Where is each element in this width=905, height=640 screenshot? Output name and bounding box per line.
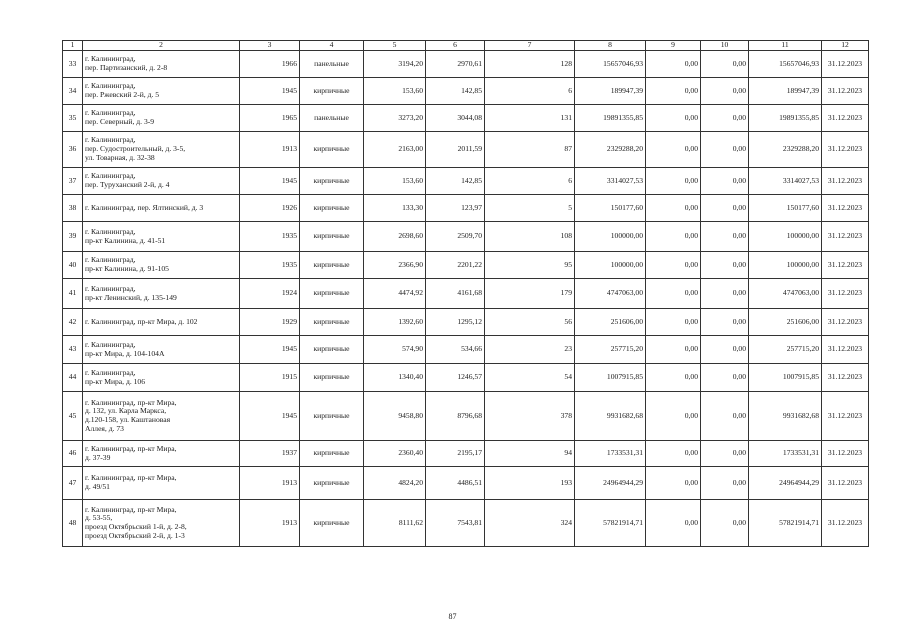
address-line: г. Калининград, (85, 339, 136, 349)
value-cell: 108 (485, 222, 575, 252)
col-header: 3 (240, 41, 300, 51)
address-line: пр-кт Мира, д. 104-104А (85, 348, 165, 358)
table-row (63, 364, 869, 392)
value-cell: 0,00 (646, 78, 701, 105)
value-cell: 4824,20 (364, 467, 426, 500)
year-cell: 1945 (240, 336, 300, 364)
col-header: 11 (749, 41, 822, 51)
value-cell: 142,85 (426, 78, 485, 105)
address-line: г. Калининград, пр-кт Мира, (85, 397, 177, 407)
value-cell: 0,00 (701, 441, 749, 467)
wall-material-cell: кирпичные (300, 309, 364, 336)
row-number-cell: 40 (63, 252, 83, 279)
address-line: д. 132, ул. Карла Маркса, (85, 406, 167, 416)
value-cell: 8111,62 (364, 500, 426, 547)
wall-material-cell: кирпичные (300, 195, 364, 222)
date-cell: 31.12.2023 (822, 441, 869, 467)
wall-material-cell: кирпичные (300, 364, 364, 392)
value-cell: 54 (485, 364, 575, 392)
date-cell: 31.12.2023 (822, 132, 869, 168)
value-cell: 100000,00 (575, 222, 646, 252)
value-cell: 8796,68 (426, 392, 485, 441)
year-cell: 1913 (240, 132, 300, 168)
address-cell (83, 252, 240, 279)
value-cell: 257715,20 (749, 336, 822, 364)
date-cell: 31.12.2023 (822, 309, 869, 336)
value-cell: 0,00 (701, 51, 749, 78)
value-cell: 0,00 (646, 195, 701, 222)
year-cell: 1913 (240, 500, 300, 547)
col-header: 7 (485, 41, 575, 51)
wall-material-cell: кирпичные (300, 222, 364, 252)
wall-material-cell: кирпичные (300, 252, 364, 279)
value-cell: 0,00 (646, 105, 701, 132)
address-line: г. Калининград, (85, 135, 136, 145)
table-row (63, 309, 869, 336)
value-cell: 0,00 (701, 392, 749, 441)
value-cell: 0,00 (646, 309, 701, 336)
value-cell: 0,00 (701, 222, 749, 252)
wall-material-cell: кирпичные (300, 78, 364, 105)
value-cell: 2970,61 (426, 51, 485, 78)
value-cell: 2366,90 (364, 252, 426, 279)
value-cell: 123,97 (426, 195, 485, 222)
row-number-cell: 39 (63, 222, 83, 252)
year-cell: 1935 (240, 252, 300, 279)
value-cell: 534,66 (426, 336, 485, 364)
value-cell: 574,90 (364, 336, 426, 364)
value-cell: 24964944,29 (749, 467, 822, 500)
value-cell: 150177,60 (575, 195, 646, 222)
value-cell: 15657046,93 (749, 51, 822, 78)
value-cell: 4474,92 (364, 279, 426, 309)
col-header: 2 (83, 41, 240, 51)
row-number-cell: 33 (63, 51, 83, 78)
value-cell: 3314027,53 (749, 168, 822, 195)
wall-material-cell: кирпичные (300, 500, 364, 547)
value-cell: 95 (485, 252, 575, 279)
wall-material-cell: кирпичные (300, 467, 364, 500)
date-cell: 31.12.2023 (822, 336, 869, 364)
col-header: 12 (822, 41, 869, 51)
table-row (63, 392, 869, 441)
year-cell: 1937 (240, 441, 300, 467)
address-cell (83, 78, 240, 105)
value-cell: 2509,70 (426, 222, 485, 252)
value-cell: 0,00 (646, 252, 701, 279)
address-line: г. Калининград, пер. Ялтинский, д. 3 (85, 202, 204, 212)
value-cell: 1733531,31 (749, 441, 822, 467)
table-row (63, 252, 869, 279)
address-cell (83, 279, 240, 309)
table-row (63, 78, 869, 105)
address-cell (83, 51, 240, 78)
value-cell: 0,00 (646, 364, 701, 392)
wall-material-cell: кирпичные (300, 441, 364, 467)
value-cell: 15657046,93 (575, 51, 646, 78)
date-cell: 31.12.2023 (822, 51, 869, 78)
address-line: г. Калининград, (85, 283, 136, 293)
value-cell: 1733531,31 (575, 441, 646, 467)
address-line: г. Калининград, пр-кт Мира, (85, 473, 177, 483)
date-cell: 31.12.2023 (822, 364, 869, 392)
row-number-cell: 46 (63, 441, 83, 467)
address-line: д.120-158, ул. Каштановая (85, 415, 171, 424)
col-header: 5 (364, 41, 426, 51)
value-cell: 1392,60 (364, 309, 426, 336)
column-number-row (63, 41, 869, 51)
row-number-cell: 36 (63, 132, 83, 168)
address-line: пер. Северный, д. 3-9 (85, 117, 155, 126)
address-line: пр-кт Калинина, д. 91-105 (85, 264, 169, 273)
value-cell: 3194,20 (364, 51, 426, 78)
wall-material-cell: кирпичные (300, 279, 364, 309)
date-cell: 31.12.2023 (822, 467, 869, 500)
value-cell: 2011,59 (426, 132, 485, 168)
value-cell: 5 (485, 195, 575, 222)
address-line: г. Калининград, (85, 367, 136, 377)
address-line: пер. Ржевский 2-й, д. 5 (85, 90, 160, 99)
year-cell: 1935 (240, 222, 300, 252)
address-line: пер. Туруханский 2-й, д. 4 (85, 180, 170, 189)
value-cell: 19891355,85 (749, 105, 822, 132)
row-number-cell: 47 (63, 467, 83, 500)
table-row (63, 51, 869, 78)
value-cell: 2329288,20 (575, 132, 646, 168)
address-line: пр-кт Ленинский, д. 135-149 (85, 292, 177, 302)
value-cell: 153,60 (364, 168, 426, 195)
value-cell: 153,60 (364, 78, 426, 105)
value-cell: 0,00 (646, 500, 701, 547)
year-cell: 1945 (240, 168, 300, 195)
year-cell: 1913 (240, 467, 300, 500)
value-cell: 189947,39 (749, 78, 822, 105)
value-cell: 0,00 (646, 222, 701, 252)
value-cell: 3044,08 (426, 105, 485, 132)
row-number-cell: 34 (63, 78, 83, 105)
value-cell: 57821914,71 (749, 500, 822, 547)
table-row (63, 279, 869, 309)
value-cell: 324 (485, 500, 575, 547)
col-header: 6 (426, 41, 485, 51)
value-cell: 6 (485, 168, 575, 195)
table-row (63, 500, 869, 547)
wall-material-cell: кирпичные (300, 336, 364, 364)
address-cell (83, 467, 240, 500)
value-cell: 0,00 (646, 467, 701, 500)
address-cell (83, 195, 240, 222)
value-cell: 24964944,29 (575, 467, 646, 500)
value-cell: 4747063,00 (749, 279, 822, 309)
address-cell (83, 132, 240, 168)
row-number-cell: 38 (63, 195, 83, 222)
address-cell (83, 392, 240, 441)
value-cell: 0,00 (646, 51, 701, 78)
value-cell: 6 (485, 78, 575, 105)
value-cell: 0,00 (701, 500, 749, 547)
address-cell (83, 309, 240, 336)
date-cell: 31.12.2023 (822, 168, 869, 195)
value-cell: 9931682,68 (575, 392, 646, 441)
address-line: г. Калининград, (85, 108, 136, 118)
value-cell: 57821914,71 (575, 500, 646, 547)
value-cell: 4486,51 (426, 467, 485, 500)
wall-material-cell: панельные (300, 51, 364, 78)
value-cell: 0,00 (701, 105, 749, 132)
value-cell: 2201,22 (426, 252, 485, 279)
value-cell: 0,00 (646, 441, 701, 467)
address-line: г. Калининград, (85, 81, 136, 91)
value-cell: 1246,57 (426, 364, 485, 392)
value-cell: 1295,12 (426, 309, 485, 336)
value-cell: 0,00 (701, 309, 749, 336)
value-cell: 128 (485, 51, 575, 78)
date-cell: 31.12.2023 (822, 252, 869, 279)
value-cell: 0,00 (701, 132, 749, 168)
value-cell: 131 (485, 105, 575, 132)
value-cell: 0,00 (646, 279, 701, 309)
value-cell: 133,30 (364, 195, 426, 222)
value-cell: 2195,17 (426, 441, 485, 467)
value-cell: 0,00 (646, 132, 701, 168)
value-cell: 100000,00 (575, 252, 646, 279)
wall-material-cell: кирпичные (300, 392, 364, 441)
value-cell: 0,00 (701, 168, 749, 195)
date-cell: 31.12.2023 (822, 279, 869, 309)
address-line: ул. Товарная, д. 32-38 (85, 152, 155, 162)
value-cell: 142,85 (426, 168, 485, 195)
row-number-cell: 45 (63, 392, 83, 441)
value-cell: 0,00 (646, 392, 701, 441)
value-cell: 9458,80 (364, 392, 426, 441)
wall-material-cell: кирпичные (300, 168, 364, 195)
col-header: 1 (63, 41, 83, 51)
wall-material-cell: кирпичные (300, 132, 364, 168)
year-cell: 1929 (240, 309, 300, 336)
date-cell: 31.12.2023 (822, 222, 869, 252)
value-cell: 100000,00 (749, 252, 822, 279)
address-line: г. Калининград, (85, 255, 136, 265)
value-cell: 1007915,85 (575, 364, 646, 392)
value-cell: 0,00 (646, 168, 701, 195)
value-cell: 378 (485, 392, 575, 441)
address-cell (83, 441, 240, 467)
address-cell (83, 500, 240, 547)
value-cell: 0,00 (701, 252, 749, 279)
table-row (63, 467, 869, 500)
value-cell: 87 (485, 132, 575, 168)
value-cell: 150177,60 (749, 195, 822, 222)
address-line: д. 37-39 (85, 452, 111, 462)
col-header: 10 (701, 41, 749, 51)
value-cell: 19891355,85 (575, 105, 646, 132)
address-line: г. Калининград, (85, 54, 136, 64)
value-cell: 189947,39 (575, 78, 646, 105)
value-cell: 7543,81 (426, 500, 485, 547)
address-cell (83, 364, 240, 392)
value-cell: 0,00 (646, 336, 701, 364)
value-cell: 100000,00 (749, 222, 822, 252)
value-cell: 1007915,85 (749, 364, 822, 392)
address-cell (83, 222, 240, 252)
value-cell: 0,00 (701, 279, 749, 309)
year-cell: 1926 (240, 195, 300, 222)
year-cell: 1945 (240, 78, 300, 105)
year-cell: 1945 (240, 392, 300, 441)
address-line: пер. Партизанский, д. 2-8 (85, 63, 168, 72)
value-cell: 56 (485, 309, 575, 336)
year-cell: 1965 (240, 105, 300, 132)
address-cell (83, 168, 240, 195)
table-row (63, 441, 869, 467)
housing-table (62, 40, 869, 547)
value-cell: 94 (485, 441, 575, 467)
value-cell: 251606,00 (749, 309, 822, 336)
value-cell: 0,00 (701, 195, 749, 222)
row-number-cell: 35 (63, 105, 83, 132)
year-cell: 1924 (240, 279, 300, 309)
value-cell: 23 (485, 336, 575, 364)
table-row (63, 222, 869, 252)
address-line: проезд Октябрьский 1-й, д. 2-8, (85, 522, 187, 531)
value-cell: 0,00 (701, 336, 749, 364)
row-number-cell: 37 (63, 168, 83, 195)
address-line: г. Калининград, (85, 171, 136, 181)
table-row (63, 105, 869, 132)
table-row (63, 336, 869, 364)
value-cell: 0,00 (701, 364, 749, 392)
address-line: пр-кт Мира, д. 106 (85, 376, 146, 386)
page-number: 87 (448, 612, 457, 621)
address-line: проезд Октябрьский 2-й, д. 1-3 (85, 530, 185, 540)
value-cell: 0,00 (701, 78, 749, 105)
address-line: г. Калининград, пр-кт Мира, (85, 443, 177, 453)
value-cell: 179 (485, 279, 575, 309)
date-cell: 31.12.2023 (822, 392, 869, 441)
row-number-cell: 43 (63, 336, 83, 364)
address-line: г. Калининград, пр-кт Мира, (85, 504, 177, 514)
table-row (63, 168, 869, 195)
value-cell: 4747063,00 (575, 279, 646, 309)
row-number-cell: 41 (63, 279, 83, 309)
value-cell: 2698,60 (364, 222, 426, 252)
table-row (63, 195, 869, 222)
col-header: 9 (646, 41, 701, 51)
date-cell: 31.12.2023 (822, 105, 869, 132)
table-row (63, 132, 869, 168)
value-cell: 3273,20 (364, 105, 426, 132)
value-cell: 257715,20 (575, 336, 646, 364)
value-cell: 2329288,20 (749, 132, 822, 168)
wall-material-cell: панельные (300, 105, 364, 132)
address-cell (83, 105, 240, 132)
address-line: пр-кт Калинина, д. 41-51 (85, 235, 166, 245)
address-cell (83, 336, 240, 364)
address-line: д. 49/51 (85, 482, 110, 491)
date-cell: 31.12.2023 (822, 78, 869, 105)
address-line: пер. Судостроительный, д. 3-5, (85, 144, 186, 154)
value-cell: 251606,00 (575, 309, 646, 336)
col-header: 8 (575, 41, 646, 51)
value-cell: 0,00 (701, 467, 749, 500)
value-cell: 4161,68 (426, 279, 485, 309)
row-number-cell: 42 (63, 309, 83, 336)
value-cell: 2163,00 (364, 132, 426, 168)
value-cell: 3314027,53 (575, 168, 646, 195)
address-line: д. 53-55, (85, 513, 113, 523)
row-number-cell: 44 (63, 364, 83, 392)
address-line: г. Калининград, (85, 226, 136, 236)
row-number-cell: 48 (63, 500, 83, 547)
year-cell: 1966 (240, 51, 300, 78)
date-cell: 31.12.2023 (822, 500, 869, 547)
year-cell: 1915 (240, 364, 300, 392)
address-line: Аллея, д. 73 (85, 423, 124, 433)
value-cell: 193 (485, 467, 575, 500)
col-header: 4 (300, 41, 364, 51)
value-cell: 2360,40 (364, 441, 426, 467)
address-line: г. Калининград, пр-кт Мира, д. 102 (85, 316, 198, 326)
date-cell: 31.12.2023 (822, 195, 869, 222)
value-cell: 1340,40 (364, 364, 426, 392)
value-cell: 9931682,68 (749, 392, 822, 441)
